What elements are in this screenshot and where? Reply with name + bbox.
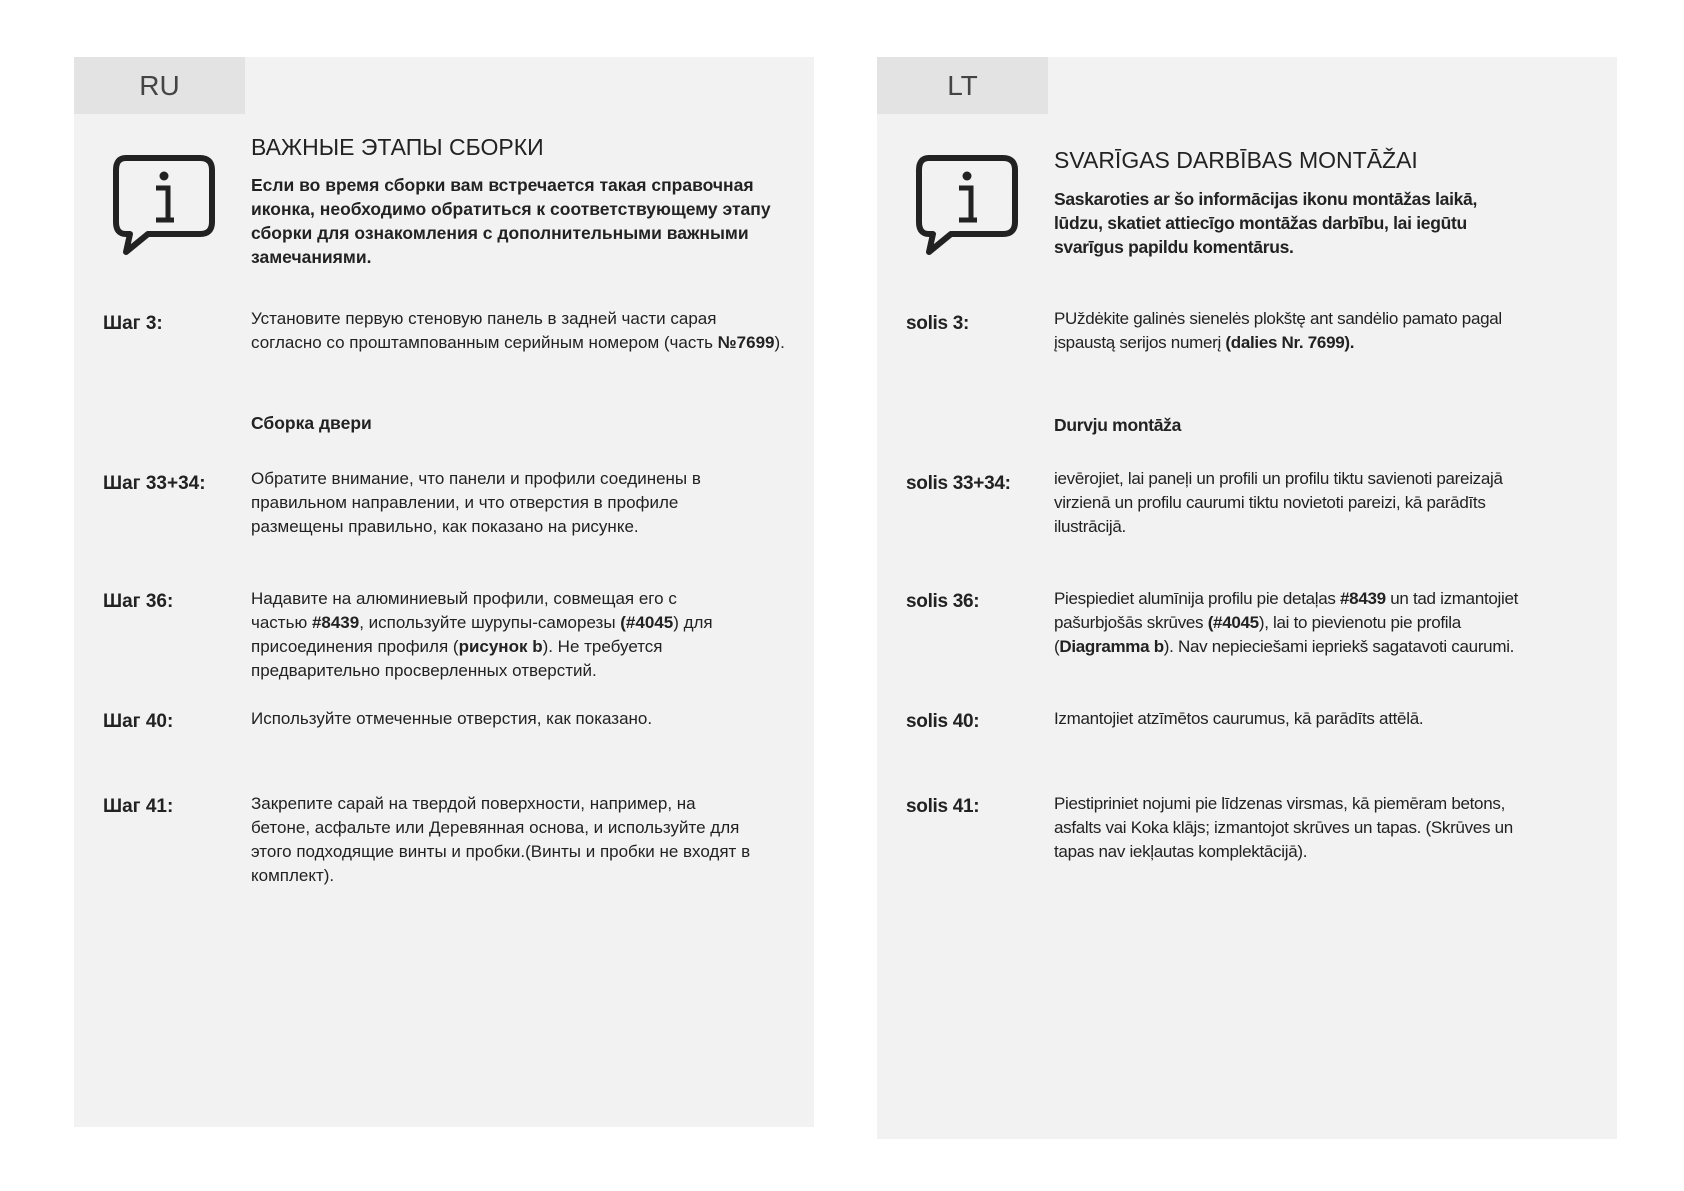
step-label: Шаг 41:: [103, 796, 174, 817]
step-text: ievērojiet, lai paneļi un profili un profilu tiktu savienoti pareizajā virzienā un profilu caurumi tiktu novietoti pareizi, kā parādīts ilustrācijā.: [1054, 469, 1503, 536]
step-label: solis 41:: [906, 796, 980, 817]
step-text: Используйте отмеченные отверстия, как показано.: [251, 709, 653, 728]
step-label: solis 3:: [906, 313, 970, 334]
step-text: Piespiediet alumīnija profilu pie detaļas #8439 un tad izmantojiet pašurbjošās skrūves (#4045), lai to pievienotu pie profila (Diagramma b). Nav nepieciešami iepriekš sagatavoti caurumi.: [1054, 589, 1519, 656]
intro-text: Saskaroties ar šo informācijas ikonu montāžas laikā, lūdzu, skatiet attiecīgo montāžas darbību, lai iegūtu svarīgus papildu komentārus.: [1054, 189, 1478, 257]
step-text: Закрепите сарай на твердой поверхности, например, на бетоне, асфальте или Деревянная основа, и используйте для этого подходящие винты и пробки.(Винты и пробки не входят в комплект).: [251, 794, 751, 885]
section-subheading: Durvju montāža: [1054, 415, 1182, 435]
step-text: Надавите на алюминиевый профили, совмещая его с частью #8439, используйте шурупы-саморезы (#4045) для присоединения профиля (рисунок b). Не требуется предварительно просверленных отверстий.: [251, 589, 713, 680]
step-text: Izmantojiet atzīmētos caurumus, kā parādīts attēlā.: [1054, 709, 1424, 728]
step-label: Шаг 3:: [103, 313, 163, 334]
step-label: Шаг 36:: [103, 591, 174, 612]
page-title: ВАЖНЫЕ ЭТАПЫ СБОРКИ: [251, 134, 544, 160]
step-text: Piestipriniet nojumi pie līdzenas virsmas, kā piemēram betons, asfalts vai Koka klājs; izmantojot skrūves un tapas. (Skrūves un tapas nav iekļautas komplektācijā).: [1054, 794, 1513, 861]
step-label: solis 33+34:: [906, 473, 1011, 494]
info-speech-bubble-icon: [915, 154, 1019, 258]
section-subheading: Сборка двери: [251, 413, 372, 433]
lt-panel: [877, 57, 1617, 1139]
step-label: Шаг 40:: [103, 711, 174, 732]
step-text: PUždėkite galinės sienelės plokštę ant sandėlio pamato pagal įspaustą serijos numerį (dalies Nr. 7699).: [1054, 309, 1502, 352]
page-title: SVARĪGAS DARBĪBAS MONTĀŽAI: [1054, 147, 1418, 173]
intro-text: Если во время сборки вам встречается такая справочная иконка, необходимо обратиться к соответствующему этапу сборки для ознакомления с дополнительными важными замечаниями.: [251, 175, 771, 267]
step-label: Шаг 33+34:: [103, 473, 206, 494]
info-speech-bubble-icon: [112, 154, 216, 258]
step-label: solis 40:: [906, 711, 980, 732]
language-tab-lt: LT: [877, 57, 1048, 114]
step-text: Обратите внимание, что панели и профили соединены в правильном направлении, и что отверстия в профиле размещены правильно, как показано на рисунке.: [251, 469, 701, 536]
language-tab-ru: RU: [74, 57, 245, 114]
ru-panel: [74, 57, 814, 1127]
step-label: solis 36:: [906, 591, 980, 612]
step-text: Установите первую стеновую панель в задней части сарая согласно со проштампованным серийным номером (часть №7699).: [251, 309, 785, 352]
